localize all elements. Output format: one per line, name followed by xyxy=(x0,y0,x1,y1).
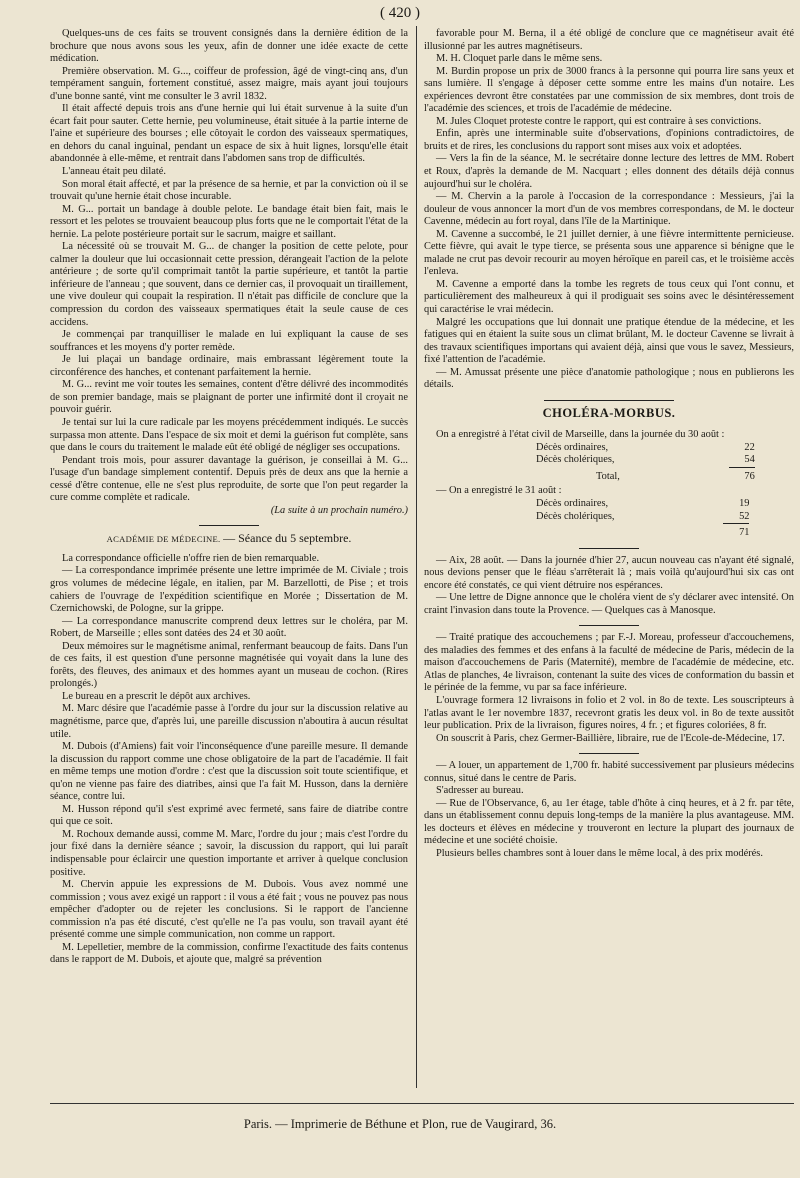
total-value: 76 xyxy=(744,470,755,482)
paragraph: Pendant trois mois, pour assurer davantage la guérison, je conseillai à M. G... l'usage d'un bandage simplement contentif. Depuis près de deux ans que la hernie a cessé d'être contenue, elle ne s'est plus reproduite, de sorte que l'on peut regarder la cure comme complète et radicale. xyxy=(50,454,408,504)
paragraph: — La correspondance imprimée présente une lettre imprimée de M. Civiale ; trois gros volumes de médecine légale, en italien, par M. Barzellotti, de Pise ; et trois cahiers de l'ouvrage de l'expédition scientifique en Morée ; Dissertation de M. Czernichowski, de Pologne, sur la grippe. xyxy=(50,565,408,615)
footer-imprint: Paris. — Imprimerie de Béthune et Plon, rue de Vaugirard, 36. xyxy=(243,1117,557,1131)
paragraph: M. Cavenne a emporté dans la tombe les regrets de tous ceux qui l'ont connu, et particulièrement des malheureux à qui il prodiguait ses soins avec le désintéressement qui caractérise le vrai médecin. xyxy=(424,278,794,316)
paragraph: Deux mémoires sur le magnétisme animal, renfermant beaucoup de faits. Dans l'un de ces faits, il est question d'une personne magnétisée qui voyait dans la lune des forêts, des fleuves, des animaux et des hommes ayant un museau de cochon. (Rires prolongés.) xyxy=(50,640,408,690)
paragraph: Première observation. M. G..., coiffeur de profession, âgé de vingt-cinq ans, d'un tempérament sanguin, fortement constitué, assez maigre, mais ayant joui toujours d'une bonne santé, vint me consulter le 3 avril 1832. xyxy=(50,65,408,102)
paragraph: M. G... portait un bandage à double pelote. Le bandage était bien fait, mais le ressort et les pelotes se trouvaient beaucoup plus forts que ne le comportait l'état de la hernie. La pelote postérieure portait sur le sacrum, maigre et saillant. xyxy=(50,203,408,240)
academie-paragraphs xyxy=(50,553,408,967)
table-row xyxy=(536,454,755,467)
paragraph: M. Rochoux demande aussi, comme M. Marc, l'ordre du jour ; mais c'est l'ordre du jour fixé dans la dernière séance ; savoir, la discussion du rapport, qui lui paraît indispensable pour éclaircir une question importante et arriver à quelque conclusion positive. xyxy=(50,828,408,878)
table-row xyxy=(536,468,755,484)
paragraph: M. Chervin appuie les expressions de M. Dubois. Vous avez nommé une commission ; vous avez exigé un rapport : il vous a été fait ; vous ne pouvez pas nous empêcher d'adopter ou de rejeter les conclusions. Si le rapport de l'ancienne commission n'a pas été discuté, c'est qu'elle ne l'a pas voulu, son travail ayant été présenté comme une simple communication, non comme un rapport. xyxy=(50,879,408,941)
section-separator xyxy=(579,625,639,626)
left-column xyxy=(50,28,408,1088)
paragraph: Il était affecté depuis trois ans d'une hernie qui lui était survenue à la suite d'un écart fait pour sauter. Cette hernie, peu volumineuse, était située à la partie interne de l'aine et supérieure des bourses ; elle côtoyait le cordon des vaisseaux spermatiques, en dehors du canal inguinal, pendant un espace de six à huit lignes, lorsqu'elle était abandonnée à elle-même, et rentrait dans l'abdomen sans trop de difficultés. xyxy=(50,103,408,165)
left-paragraphs xyxy=(50,28,408,505)
page-number: ( 420 ) xyxy=(380,5,420,21)
section-separator xyxy=(199,525,259,526)
paragraph: On souscrit à Paris, chez Germer-Baillière, libraire, rue de l'Ecole-de-Médecine, 17. xyxy=(436,732,785,744)
paragraph: — M. Chervin a la parole à l'occasion de la correspondance : Messieurs, j'ai la douleur de vous annoncer la mort d'un de vos membres correspondans, de M. le docteur Cavenne, médecin au fort royal, dans l'île de la Martinique. xyxy=(424,191,794,228)
paragraph: S'adresser au bureau. xyxy=(436,785,524,797)
paragraph: M. Cavenne a succombé, le 21 juillet dernier, à une fièvre intermittente pernicieuse. Cette fièvre, qui avait le type tierce, se présenta sous une apparence si bénigne que le malade ne crut pas devoir recourir au moyen héroïque en pareil cas, et le troisième accès l'enleva. xyxy=(424,228,794,278)
cholera-title: CHOLÉRA-MORBUS. xyxy=(542,405,676,420)
paragraph: Je commençai par tranquilliser le malade en lui expliquant la cause de ses souffrances et les moyens d'y porter remède. xyxy=(50,329,408,353)
classified-ads xyxy=(424,760,794,860)
stats2-table xyxy=(536,498,749,540)
stat-label: Décès cholériques, xyxy=(536,454,615,466)
paragraph: M. Dubois (d'Amiens) fait voir l'inconséquence d'une pareille mesure. Il demande la discussion du rapport comme une chose obligatoire de la part de l'académie. Il fait en même temps une motion d'ordre : c'est que la discussion soit toute scientifique, et qu'on ne vienne pas faire des diatribes, ainsi que l'a fait M. Husson, dans la dernière séance, contre lui. xyxy=(50,741,408,803)
section-separator xyxy=(579,548,639,549)
paragraph: Je tentai sur lui la cure radicale par les moyens précédemment indiqués. Le succès surpassa mon attente. Dans l'espace de six moit et demi la guérison fut complète, sans que dans le cours du traitement le malade eût été obligé de négliger ses occupations. xyxy=(50,416,408,454)
paragraph: L'anneau était peu dilaté. xyxy=(62,166,166,178)
stat-label: Décès cholériques, xyxy=(536,510,615,522)
table-row xyxy=(536,511,749,524)
section-separator xyxy=(544,400,674,401)
paragraph: Je lui plaçai un bandage ordinaire, mais embrassant légèrement toute la circonférence des hanches, et contenant parfaitement la hernie. xyxy=(50,354,408,378)
total-label: Total, xyxy=(596,470,620,482)
paragraph: — A louer, un appartement de 1,700 fr. habité successivement par plusieurs médecins connus, situé dans le centre de Paris. xyxy=(424,760,794,784)
stats2-intro: — On a enregistré le 31 août : xyxy=(436,485,562,497)
paragraph: M. Jules Cloquet proteste contre le rapport, qui est contraire à ses convictions. xyxy=(436,115,762,127)
stat-value: 54 xyxy=(744,454,755,466)
stat-value: 52 xyxy=(739,510,750,522)
paragraph: — Vers la fin de la séance, M. le secrétaire donne lecture des lettres de MM. Robert et Roux, d'après la demande de M. Nacquart ; elles donnent des détails déjà connus aujourd'hui sur le choléra. xyxy=(424,153,794,190)
paragraph: Quelques-uns de ces faits se trouvent consignés dans la dernière édition de la brochure que nous avons sous les yeux, afin de donner une idée exacte de cette médication. xyxy=(50,28,408,65)
academie-heading xyxy=(50,532,408,547)
stats1-intro: On a enregistré à l'état civil de Marseille, dans la journée du 30 août : xyxy=(436,429,725,441)
stats1-table xyxy=(536,442,755,484)
academie-heading-date: — Séance du 5 septembre. xyxy=(223,531,352,546)
footer-rule xyxy=(50,1103,794,1104)
table-row xyxy=(536,442,755,455)
paragraph: — Rue de l'Observance, 6, au 1er étage, table d'hôte à cinq heures, et à 2 fr. par tête, dans un établissement connu depuis long-temps de la manière la plus avantageuse. MM. les docteurs et élèves en médecine y trouveront en lecture la plupart des journaux de médecine et une société choisie. xyxy=(424,797,794,847)
paragraph: favorable pour M. Berna, il a été obligé de conclure que ce magnétiseur avait été illusionné par les autres magnétiseurs. xyxy=(424,28,794,52)
stat-value: 22 xyxy=(744,441,755,453)
cholera-news xyxy=(424,555,794,618)
paragraph: Plusieurs belles chambres sont à louer dans le même local, à des prix modérés. xyxy=(436,847,763,859)
paragraph: Malgré les occupations que lui donnait une pratique étendue de la médecine, et les fatigues qui en étaient la suite sous un climat brûlant, M. le docteur Cavenne se livrait à des travaux scientifiques importans qui avaient déjà, ainsi que vous le savez, Messieurs, fixé l'attention de l'académie. xyxy=(424,316,794,366)
column-divider xyxy=(416,26,417,1088)
book-announcement xyxy=(424,632,794,745)
paragraph: M. G... revint me voir toutes les semaines, content d'être délivré des incommodités de son premier bandage, mais se plaignant de porter une infirmité dont il croyait ne pouvoir guérir. xyxy=(50,379,408,416)
paragraph: La correspondance officielle n'offre rien de bien remarquable. xyxy=(62,552,320,564)
stat-value: 19 xyxy=(739,498,750,509)
paragraph: — M. Amussat présente une pièce d'anatomie pathologique ; nous en publierons les détails. xyxy=(424,366,794,391)
suite-note xyxy=(50,505,408,518)
paragraph: M. Lepelletier, membre de la commission, confirme l'exactitude des faits contenus dans le rapport de M. Dubois, et ajoute que, malgré sa prévention xyxy=(50,941,408,966)
paragraph: — Traité pratique des accouchemens ; par F.-J. Moreau, professeur d'accouchemens, des maladies des femmes et des enfans à la faculté de médecine de Paris, médecin de la maison d'accouchemens de Paris (Maternité), membre de l'académie de médecine, etc. Atlas de planches, 4e livraison, contenant la suite des vices de conformation du bassin et le périnée de la femme, vu par sa face inférieure. xyxy=(424,632,794,694)
right-column xyxy=(424,28,794,1088)
table-row xyxy=(536,498,749,511)
right-paragraphs xyxy=(424,28,794,392)
paragraph: La nécessité où se trouvait M. G... de changer la position de cette pelote, pour calmer la douleur que lui occasionnait cette pression, dérangeait l'action de la pelote antérieure ; de sorte qu'il comprimait tantôt la partie supérieure, et tantôt la partie inférieure de l'anneau ; que souvent, dans ce dernier cas, il provoquait un tiraillement, une vive douleur qui coupait la respiration. Il n'était pas difficile de conclure que la compression du cordon des vaisseaux spermatiques était la seule cause de ces accidens. xyxy=(50,241,408,328)
suite-note-text: (La suite à un prochain numéro.) xyxy=(270,504,408,516)
paragraph: — La correspondance manuscrite comprend deux lettres sur le choléra, par M. Robert, de Marseille ; elles sont datées des 24 et 30 août. xyxy=(50,615,408,640)
section-separator xyxy=(579,753,639,754)
paragraph: M. Burdin propose un prix de 3000 francs à la personne qui pourra lire sans yeux et sans lumière. Il s'engage à déposer cette somme entre les mains d'un notaire. Les expériences devront être constatées par une commission de six membres, dont trois de l'académie des sciences, et trois de l'académie de médecine. xyxy=(424,65,794,115)
paragraph: Son moral était affecté, et par la présence de sa hernie, et par la conviction où il se trouvait qu'une hernie était chose incurable. xyxy=(50,178,408,203)
stat-label: Décès ordinaires, xyxy=(536,498,609,509)
stat-label: Décès ordinaires, xyxy=(536,441,609,453)
total-value: 71 xyxy=(739,527,750,538)
paragraph: M. H. Cloquet parle dans le même sens. xyxy=(436,53,603,65)
academie-heading-prefix: ACADÉMIE DE MÉDECINE. xyxy=(106,534,221,545)
table-row xyxy=(536,524,749,540)
paragraph: M. Husson répond qu'il s'est exprimé avec fermeté, sans faire de diatribe contre qui que ce soit. xyxy=(50,803,408,828)
paragraph: — Aix, 28 août. — Dans la journée d'hier 27, aucun nouveau cas n'ayant été signalé, nous devions penser que le fléau s'arrêterait là ; mais voilà qu'aujourd'hui six cas ont encore été constatés, ce qui vient détruire nos espérances. xyxy=(424,554,794,591)
paragraph: Enfin, après une interminable suite d'observations, d'opinions contradictoires, de bruits et de rires, les conclusions du rapport sont mises aux voix et adoptées. xyxy=(424,128,794,152)
paragraph: M. Marc désire que l'académie passe à l'ordre du jour sur la discussion relative au magnétisme, parce que, d'après lui, une pareille discussion n'aboutira à aucun résultat utile. xyxy=(50,703,408,740)
paragraph: Le bureau en a prescrit le dépôt aux archives. xyxy=(62,690,251,702)
paragraph: — Une lettre de Digne annonce que le choléra vient de s'y déclarer avec intensité. On craint l'invasion dans toute la Provence. — Quelques cas à Manosque. xyxy=(424,592,794,616)
paragraph: L'ouvrage formera 12 livraisons in folio et 2 vol. in 8o de texte. Les souscripteurs à l'atlas avant le 1er novembre 1837, recevront gratis les deux vol. in 8o de texte aussitôt leur publication. Prix de la livraison, figures noires, 4 fr. ; et figures coloriées, 8 fr. xyxy=(424,694,794,732)
